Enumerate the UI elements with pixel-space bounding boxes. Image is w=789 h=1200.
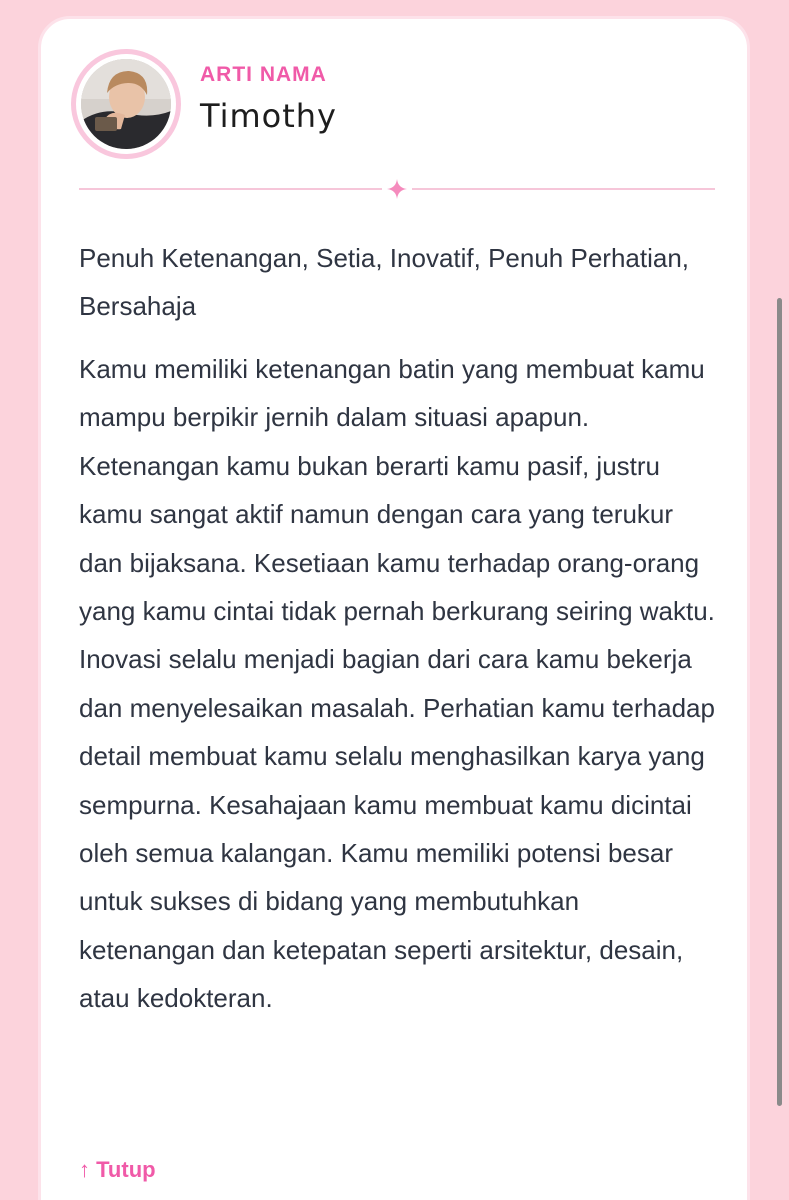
scrollbar[interactable] [777,298,782,1106]
close-button-label: Tutup [96,1157,156,1182]
person-name: Timothy [200,97,337,135]
name-meaning-card [38,16,750,1200]
section-label: ARTI NAMA [200,63,327,86]
traits-text: Penuh Ketenangan, Setia, Inovatif, Penuh Perhatian, Bersahaja [79,243,690,321]
avatar-photo [81,59,171,149]
close-button[interactable] [79,1157,156,1183]
avatar-frame [71,49,181,159]
avatar [81,59,171,149]
sparkle-icon [385,177,409,201]
arrow-up-icon: ↑ [79,1157,90,1182]
description-text: Kamu memiliki ketenangan batin yang membuat kamu mampu berpikir jernih dalam situasi apapun. Ketenangan kamu bukan berarti kamu pasif, justru kamu sangat aktif namun dengan cara yang terukur dan bijaksana. Kesetiaan kamu terhadap orang-orang yang kamu cintai tidak pernah berkurang seiring waktu. Inovasi selalu menjadi bagian dari cara kamu bekerja dan menyelesaikan masalah. Perhatian kamu terhadap detail membuat kamu selalu menghasilkan karya yang sempurna. Kesahajaan kamu membuat kamu dicintai oleh semua kalangan. Kamu memiliki potensi besar untuk sukses di bidang yang membutuhkan ketenangan dan ketepatan seperti arsitektur, desain, atau kedokteran. [79,354,715,1014]
divider [79,177,715,201]
